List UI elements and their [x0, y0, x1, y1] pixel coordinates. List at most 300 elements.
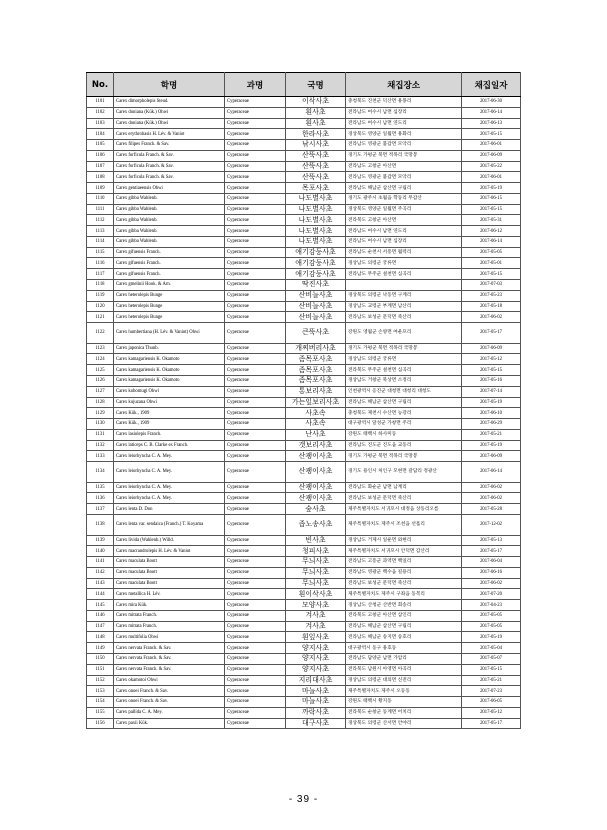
- table-row: [87, 236, 521, 247]
- cell-location: 경상북도 의령군 낙동면 구계리: [346, 290, 462, 301]
- table-row: [87, 269, 521, 280]
- cell-korean-name: 까락사초: [286, 707, 346, 718]
- cell-korean-name: 애기감둥사초: [286, 247, 346, 258]
- cell-date: 2017-07-20: [462, 589, 521, 600]
- cell-family: Cyperaceae: [225, 654, 286, 665]
- cell-no: 1119: [87, 290, 114, 301]
- cell-date: 2017-05-05: [462, 247, 521, 258]
- table-row: [87, 343, 521, 354]
- table-row: [87, 172, 521, 183]
- cell-location: 인천광역시 옹진군 대청면 대청리 대청도: [346, 386, 462, 397]
- cell-location: 충청북도 제천시 수산면 능강리: [346, 408, 462, 419]
- cell-location: 전라북도 무주군 설천면 심곡리: [346, 365, 462, 376]
- cell-family: Cyperaceae: [225, 343, 286, 354]
- column-header-no: No.: [87, 73, 114, 97]
- cell-korean-name: 산비늘사초: [286, 312, 346, 323]
- cell-korean-name: 딱진사초: [286, 280, 346, 291]
- page-number: - 39 -: [288, 794, 319, 805]
- cell-korean-name: 겨사초: [286, 610, 346, 621]
- cell-no: 1121: [87, 312, 114, 323]
- cell-scientific-name: Carex gentiaeensis Ohwi: [114, 183, 225, 194]
- cell-family: Cyperaceae: [225, 600, 286, 611]
- cell-scientific-name: Carex doniana (Kük.) Ohwi: [114, 118, 225, 129]
- cell-family: Cyperaceae: [225, 686, 286, 697]
- cell-scientific-name: Carex kujuzana Ohwi: [114, 397, 225, 408]
- cell-location: 전라남도 고흥군 과역면 백일리: [346, 557, 462, 568]
- cell-family: Cyperaceae: [225, 462, 286, 483]
- cell-family: Cyperaceae: [225, 675, 286, 686]
- cell-date: 2017-05-15: [462, 365, 521, 376]
- cell-family: Cyperaceae: [225, 161, 286, 172]
- cell-date: 2017-06-16: [462, 567, 521, 578]
- cell-no: 1112: [87, 215, 114, 226]
- cell-location: 경기도 가평군 북면 적목리 국망봉: [346, 343, 462, 354]
- cell-korean-name: 양지사초: [286, 654, 346, 665]
- cell-family: Cyperaceae: [225, 707, 286, 718]
- cell-korean-name: 양지사초: [286, 664, 346, 675]
- table-row: [87, 386, 521, 397]
- cell-no: 1103: [87, 118, 114, 129]
- cell-scientific-name: Carex leiorhyncha C. A. Mey.: [114, 451, 225, 462]
- cell-location: 전라북도 순창군 동계면 어치리: [346, 707, 462, 718]
- cell-family: Cyperaceae: [225, 643, 286, 654]
- table-row: [87, 301, 521, 312]
- cell-scientific-name: Carex gibba Wahlenb.: [114, 204, 225, 215]
- table-row: [87, 567, 521, 578]
- table-row: [87, 429, 521, 440]
- cell-date: 2017-06-01: [462, 140, 521, 151]
- cell-no: 1118: [87, 280, 114, 291]
- cell-korean-name: 목포사초: [286, 183, 346, 194]
- cell-korean-name: 빈사초: [286, 535, 346, 546]
- cell-date: 2017-04-23: [462, 600, 521, 611]
- cell-family: Cyperaceae: [225, 204, 286, 215]
- cell-date: 2017-05-12: [462, 354, 521, 365]
- cell-no: 1111: [87, 204, 114, 215]
- cell-scientific-name: Carex gifuensis Franch.: [114, 258, 225, 269]
- cell-family: Cyperaceae: [225, 697, 286, 708]
- cell-no: 1104: [87, 129, 114, 140]
- cell-korean-name: 청피사초: [286, 546, 346, 557]
- cell-date: 2017-06-04: [462, 557, 521, 568]
- cell-location: 경기도 가평군 북면 적목리 국망봉: [346, 451, 462, 462]
- cell-no: 1123: [87, 343, 114, 354]
- cell-scientific-name: Carex gibba Wahlenb.: [114, 236, 225, 247]
- cell-korean-name: 산뚝사초: [286, 161, 346, 172]
- cell-scientific-name: Carex Kük., 1909: [114, 419, 225, 430]
- cell-family: Cyperaceae: [225, 664, 286, 675]
- cell-korean-name: 마늘사초: [286, 697, 346, 708]
- cell-location: 강원도 영월군 손양면 여운포리: [346, 323, 462, 344]
- cell-no: 1109: [87, 183, 114, 194]
- cell-family: Cyperaceae: [225, 621, 286, 632]
- table-row: [87, 107, 521, 118]
- cell-korean-name: 나도별사초: [286, 236, 346, 247]
- column-header-family: 과명: [225, 73, 286, 97]
- cell-location: 전라남도 해남군 송지면 송호리: [346, 632, 462, 643]
- cell-family: Cyperaceae: [225, 354, 286, 365]
- table-row: [87, 280, 521, 291]
- cell-location: 전라남도 해남군 삼산면 구림리: [346, 183, 462, 194]
- cell-korean-name: 나도별사초: [286, 226, 346, 237]
- cell-scientific-name: Carex humbertiana (H. Lév. & Vaniot) Ohwi: [114, 323, 225, 344]
- cell-date: 2017-05-19: [462, 440, 521, 451]
- cell-family: Cyperaceae: [225, 440, 286, 451]
- table-row: [87, 697, 521, 708]
- table-row: [87, 215, 521, 226]
- cell-no: 1142: [87, 567, 114, 578]
- cell-date: 2017-06-01: [462, 172, 521, 183]
- cell-no: 1113: [87, 226, 114, 237]
- cell-family: Cyperaceae: [225, 258, 286, 269]
- table-row: [87, 440, 521, 451]
- table-row: [87, 557, 521, 568]
- table-row: [87, 632, 521, 643]
- table-row: [87, 312, 521, 323]
- cell-family: Cyperaceae: [225, 610, 286, 621]
- cell-location: 전라남도 화순군 남면 남계리: [346, 482, 462, 493]
- cell-family: Cyperaceae: [225, 150, 286, 161]
- cell-date: 2017-06-14: [462, 107, 521, 118]
- cell-date: 2017-05-19: [462, 397, 521, 408]
- table-row: [87, 664, 521, 675]
- cell-family: Cyperaceae: [225, 718, 286, 729]
- table-row: [87, 97, 521, 108]
- cell-no: 1114: [87, 236, 114, 247]
- table-row: [87, 504, 521, 515]
- cell-no: 1155: [87, 707, 114, 718]
- cell-date: 2017-05-17: [462, 718, 521, 729]
- cell-korean-name: 통보리사초: [286, 386, 346, 397]
- cell-location: 제주특별자치도 서귀포시 안덕면 감산리: [346, 546, 462, 557]
- cell-scientific-name: Carex leiorhyncha C. A. Mey.: [114, 482, 225, 493]
- cell-no: 1151: [87, 664, 114, 675]
- table-row: [87, 718, 521, 729]
- table-row: [87, 462, 521, 483]
- table-row: [87, 354, 521, 365]
- cell-scientific-name: Carex erythrobasis H. Lév. & Vaniot: [114, 129, 225, 140]
- cell-scientific-name: Carex onoei Franch. & Sav.: [114, 686, 225, 697]
- cell-no: 1126: [87, 375, 114, 386]
- cell-scientific-name: Carex lasiolepis Franch.: [114, 429, 225, 440]
- cell-date: 2017-05-04: [462, 643, 521, 654]
- cell-date: 2017-05-05: [462, 610, 521, 621]
- cell-family: Cyperaceae: [225, 567, 286, 578]
- cell-family: Cyperaceae: [225, 312, 286, 323]
- cell-date: 2017-05-15: [462, 664, 521, 675]
- cell-korean-name: 무늬사초: [286, 557, 346, 568]
- cell-family: Cyperaceae: [225, 193, 286, 204]
- cell-no: 1106: [87, 150, 114, 161]
- cell-scientific-name: Carex metallica H. Lév.: [114, 589, 225, 600]
- cell-family: Cyperaceae: [225, 397, 286, 408]
- cell-family: Cyperaceae: [225, 247, 286, 258]
- cell-no: 1139: [87, 535, 114, 546]
- cell-date: 2017-07-14: [462, 386, 521, 397]
- cell-no: 1130: [87, 419, 114, 430]
- cell-scientific-name: Carex forficula Franch. & Sav.: [114, 161, 225, 172]
- cell-scientific-name: Carex maculata Boott: [114, 578, 225, 589]
- cell-korean-name: 산비늘사초: [286, 290, 346, 301]
- cell-no: 1138: [87, 514, 114, 535]
- table-row: [87, 600, 521, 611]
- cell-no: 1145: [87, 600, 114, 611]
- cell-no: 1134: [87, 462, 114, 483]
- cell-location: 대구광역시 달성군 가창면 주리: [346, 419, 462, 430]
- cell-no: 1152: [87, 675, 114, 686]
- table-row: [87, 323, 521, 344]
- cell-location: 강원도 태백시 하사미동: [346, 429, 462, 440]
- table-row: [87, 493, 521, 504]
- cell-no: 1133: [87, 451, 114, 462]
- cell-family: Cyperaceae: [225, 589, 286, 600]
- cell-scientific-name: Carex paxii Kük.: [114, 718, 225, 729]
- table-row: [87, 514, 521, 535]
- cell-korean-name: 개찌버리사초: [286, 343, 346, 354]
- table-row: [87, 408, 521, 419]
- cell-location: 충청북도 진천군 덕산면 용몽리: [346, 97, 462, 108]
- cell-korean-name: 흰잎사초: [286, 632, 346, 643]
- cell-scientific-name: Carex Kük., 1909: [114, 408, 225, 419]
- cell-family: Cyperaceae: [225, 419, 286, 430]
- cell-family: Cyperaceae: [225, 451, 286, 462]
- cell-scientific-name: Carex nervata Franch. & Sav.: [114, 664, 225, 675]
- cell-location: 전라남도 영광군 백수읍 길용리: [346, 567, 462, 578]
- cell-no: 1141: [87, 557, 114, 568]
- cell-korean-name: 산괭이사초: [286, 482, 346, 493]
- cell-no: 1153: [87, 686, 114, 697]
- cell-no: 1117: [87, 269, 114, 280]
- cell-family: Cyperaceae: [225, 546, 286, 557]
- cell-date: 2017-06-02: [462, 312, 521, 323]
- cell-date: 2017-05-22: [462, 161, 521, 172]
- cell-date: 2017-06-05: [462, 697, 521, 708]
- cell-scientific-name: Carex lividа (Wahlenb.) Willd.: [114, 535, 225, 546]
- cell-location: 경기도 광주시 초월읍 학동리 무갑산: [346, 193, 462, 204]
- cell-scientific-name: Carex macrandrolepis H. Lév. & Vaniot: [114, 546, 225, 557]
- table-row: [87, 397, 521, 408]
- cell-no: 1115: [87, 247, 114, 258]
- cell-korean-name: 흰이삭사초: [286, 589, 346, 600]
- cell-date: 2017-05-18: [462, 301, 521, 312]
- table-row: [87, 150, 521, 161]
- cell-location: 전라남도 무주군 설천면 심곡리: [346, 269, 462, 280]
- column-header-location: 채집장소: [346, 73, 462, 97]
- cell-family: Cyperaceae: [225, 97, 286, 108]
- cell-family: Cyperaceae: [225, 215, 286, 226]
- cell-no: 1132: [87, 440, 114, 451]
- cell-korean-name: 산괭이사초: [286, 462, 346, 483]
- cell-korean-name: 갯보리사초: [286, 440, 346, 451]
- cell-location: 전라남도 보성군 문덕면 죽산리: [346, 312, 462, 323]
- cell-family: Cyperaceae: [225, 183, 286, 194]
- cell-no: 1116: [87, 258, 114, 269]
- table-row: [87, 365, 521, 376]
- table-row: [87, 375, 521, 386]
- cell-scientific-name: Carex forficula Franch. & Sav.: [114, 150, 225, 161]
- cell-no: 1122: [87, 323, 114, 344]
- cell-no: 1148: [87, 632, 114, 643]
- cell-date: 2017-06-15: [462, 193, 521, 204]
- cell-date: 2017-07-23: [462, 686, 521, 697]
- table-row: [87, 546, 521, 557]
- table-row: [87, 578, 521, 589]
- cell-scientific-name: Carex lenta D. Don: [114, 504, 225, 515]
- cell-family: Cyperaceae: [225, 429, 286, 440]
- cell-location: 강원도 태백시 황지동: [346, 697, 462, 708]
- table-row: [87, 118, 521, 129]
- cell-location: 전라북도 남원시 아영면 아곡리: [346, 664, 462, 675]
- cell-no: 1149: [87, 643, 114, 654]
- cell-location: 전라남도 진도군 진도읍 교동리: [346, 440, 462, 451]
- cell-scientific-name: Carex gibba Wahlenb.: [114, 215, 225, 226]
- table-row: [87, 258, 521, 269]
- cell-no: 1147: [87, 621, 114, 632]
- cell-location: 전라남도 해남군 삼산면 구림리: [346, 621, 462, 632]
- cell-scientific-name: Carex gmelinii Hook. & Arn.: [114, 280, 225, 291]
- cell-date: 2017-05-21: [462, 675, 521, 686]
- cell-scientific-name: Carex heterolepis Bunge: [114, 312, 225, 323]
- cell-scientific-name: Carex mitrata Franch.: [114, 621, 225, 632]
- cell-scientific-name: Carex gifuensis Franch.: [114, 269, 225, 280]
- cell-scientific-name: Carex leiorhyncha C. A. Mey.: [114, 493, 225, 504]
- cell-korean-name: 좁노송사초: [286, 514, 346, 535]
- cell-no: 1125: [87, 365, 114, 376]
- cell-korean-name: 흰사초: [286, 107, 346, 118]
- cell-family: Cyperaceae: [225, 504, 286, 515]
- cell-korean-name: 숲사초: [286, 504, 346, 515]
- cell-family: Cyperaceae: [225, 386, 286, 397]
- cell-date: 2017-06-30: [462, 97, 521, 108]
- cell-scientific-name: Carex laticeps C. B. Clarke ex Franch.: [114, 440, 225, 451]
- cell-korean-name: 모양사초: [286, 600, 346, 611]
- cell-date: 2017-05-13: [462, 535, 521, 546]
- cell-location: 경기도 가평군 북면 적목리 국망봉: [346, 150, 462, 161]
- cell-korean-name: 산괭이사초: [286, 493, 346, 504]
- cell-date: 2017-06-02: [462, 482, 521, 493]
- cell-location: 전라남도 순천시 서흥면 월력리: [346, 247, 462, 258]
- cell-family: Cyperaceae: [225, 129, 286, 140]
- cell-family: Cyperaceae: [225, 493, 286, 504]
- cell-korean-name: 좀목포사초: [286, 354, 346, 365]
- cell-korean-name: 애기감둥사초: [286, 258, 346, 269]
- cell-date: 2017-07-03: [462, 280, 521, 291]
- cell-date: 2017-06-09: [462, 343, 521, 354]
- cell-date: 2017-06-09: [462, 451, 521, 462]
- cell-korean-name: 한라사초: [286, 129, 346, 140]
- cell-family: Cyperaceae: [225, 535, 286, 546]
- cell-location: 전라남도 영광군 불갑면 모악리: [346, 172, 462, 183]
- cell-location: 경상북도 영양군 일월면 주곡리: [346, 204, 462, 215]
- cell-location: 경상남도 의령군 궁류면: [346, 258, 462, 269]
- table-row: [87, 482, 521, 493]
- cell-no: 1144: [87, 589, 114, 600]
- cell-date: 2017-05-15: [462, 129, 521, 140]
- table-row: [87, 161, 521, 172]
- table-row: [87, 589, 521, 600]
- cell-korean-name: 겨사초: [286, 621, 346, 632]
- cell-family: Cyperaceae: [225, 482, 286, 493]
- cell-location: 전라남도 해남군 삼산면 구림리: [346, 397, 462, 408]
- cell-no: 1110: [87, 193, 114, 204]
- cell-family: Cyperaceae: [225, 118, 286, 129]
- cell-no: 1128: [87, 397, 114, 408]
- cell-scientific-name: Carex kamagariensis K. Okamoto: [114, 354, 225, 365]
- cell-family: Cyperaceae: [225, 365, 286, 376]
- cell-date: 2017-05-31: [462, 215, 521, 226]
- cell-family: Cyperaceae: [225, 107, 286, 118]
- cell-no: 1135: [87, 482, 114, 493]
- cell-korean-name: 산뚝사초: [286, 172, 346, 183]
- cell-scientific-name: Carex forficula Franch. & Sav.: [114, 172, 225, 183]
- cell-scientific-name: Carex filipes Franch. & Sav.: [114, 140, 225, 151]
- cell-no: 1150: [87, 654, 114, 665]
- cell-no: 1105: [87, 140, 114, 151]
- cell-scientific-name: Carex gifuensis Franch.: [114, 247, 225, 258]
- cell-scientific-name: Carex kamagariensis K. Okamoto: [114, 365, 225, 376]
- cell-scientific-name: Carex nervata Franch. & Sav.: [114, 654, 225, 665]
- cell-korean-name: 산괭이사초: [286, 451, 346, 462]
- cell-date: 2017-06-13: [462, 118, 521, 129]
- table-row: [87, 193, 521, 204]
- cell-date: 2017-05-19: [462, 183, 521, 194]
- table-header-row: [87, 73, 521, 97]
- cell-no: 1137: [87, 504, 114, 515]
- cell-korean-name: 나도별사초: [286, 215, 346, 226]
- cell-family: Cyperaceae: [225, 236, 286, 247]
- cell-scientific-name: Carex onoei Franch. & Sav.: [114, 697, 225, 708]
- cell-location: 전라남도 영광군 불갑면 모악리: [346, 140, 462, 151]
- cell-date: 2017-05-19: [462, 632, 521, 643]
- cell-korean-name: 대구사초: [286, 718, 346, 729]
- table-row: [87, 204, 521, 215]
- cell-location: 경상남도 거제시 일운면 와현리: [346, 535, 462, 546]
- cell-family: Cyperaceae: [225, 290, 286, 301]
- cell-date: 2017-06-14: [462, 462, 521, 483]
- cell-date: 2017-06-12: [462, 226, 521, 237]
- cell-location: 제주특별자치도 서귀포시 대정읍 상동리오름: [346, 504, 462, 515]
- cell-location: 제주특별자치도 제주시 오등동: [346, 686, 462, 697]
- column-header-scientific-name: 학명: [114, 73, 225, 97]
- cell-korean-name: 흰사초: [286, 118, 346, 129]
- table-row: [87, 451, 521, 462]
- cell-location: 전라남도 담양군 남면 가암리: [346, 654, 462, 665]
- table-row: [87, 654, 521, 665]
- cell-korean-name: 사초속: [286, 408, 346, 419]
- cell-date: 2017-05-15: [462, 204, 521, 215]
- cell-family: Cyperaceae: [225, 226, 286, 237]
- cell-location: 경상남도 의령군 대의면 신전리: [346, 675, 462, 686]
- specimen-table: [86, 72, 521, 729]
- cell-no: 1131: [87, 429, 114, 440]
- cell-family: Cyperaceae: [225, 323, 286, 344]
- table-row: [87, 535, 521, 546]
- cell-date: 2017-05-15: [462, 269, 521, 280]
- cell-location: 경상남도 산청군 산반면 회송리: [346, 600, 462, 611]
- cell-location: 전라남도 보성군 문덕면 죽산리: [346, 493, 462, 504]
- cell-family: Cyperaceae: [225, 557, 286, 568]
- cell-scientific-name: Carex gibba Wahlenb.: [114, 226, 225, 237]
- cell-location: 전라남도 여수시 남면 심장리: [346, 107, 462, 118]
- cell-location: 경상북도 의령군 산서면 안야리: [346, 718, 462, 729]
- cell-scientific-name: Carex multifolia Ohwi: [114, 632, 225, 643]
- cell-korean-name: 마늘사초: [286, 686, 346, 697]
- cell-location: 대구광역시 동구 용호동: [346, 643, 462, 654]
- cell-korean-name: 애기감둥사초: [286, 269, 346, 280]
- cell-scientific-name: Carex pallida C. A. Mey.: [114, 707, 225, 718]
- cell-date: 2017-06-09: [462, 150, 521, 161]
- cell-location: 전라북도 고창군 아산면 삼인리: [346, 610, 462, 621]
